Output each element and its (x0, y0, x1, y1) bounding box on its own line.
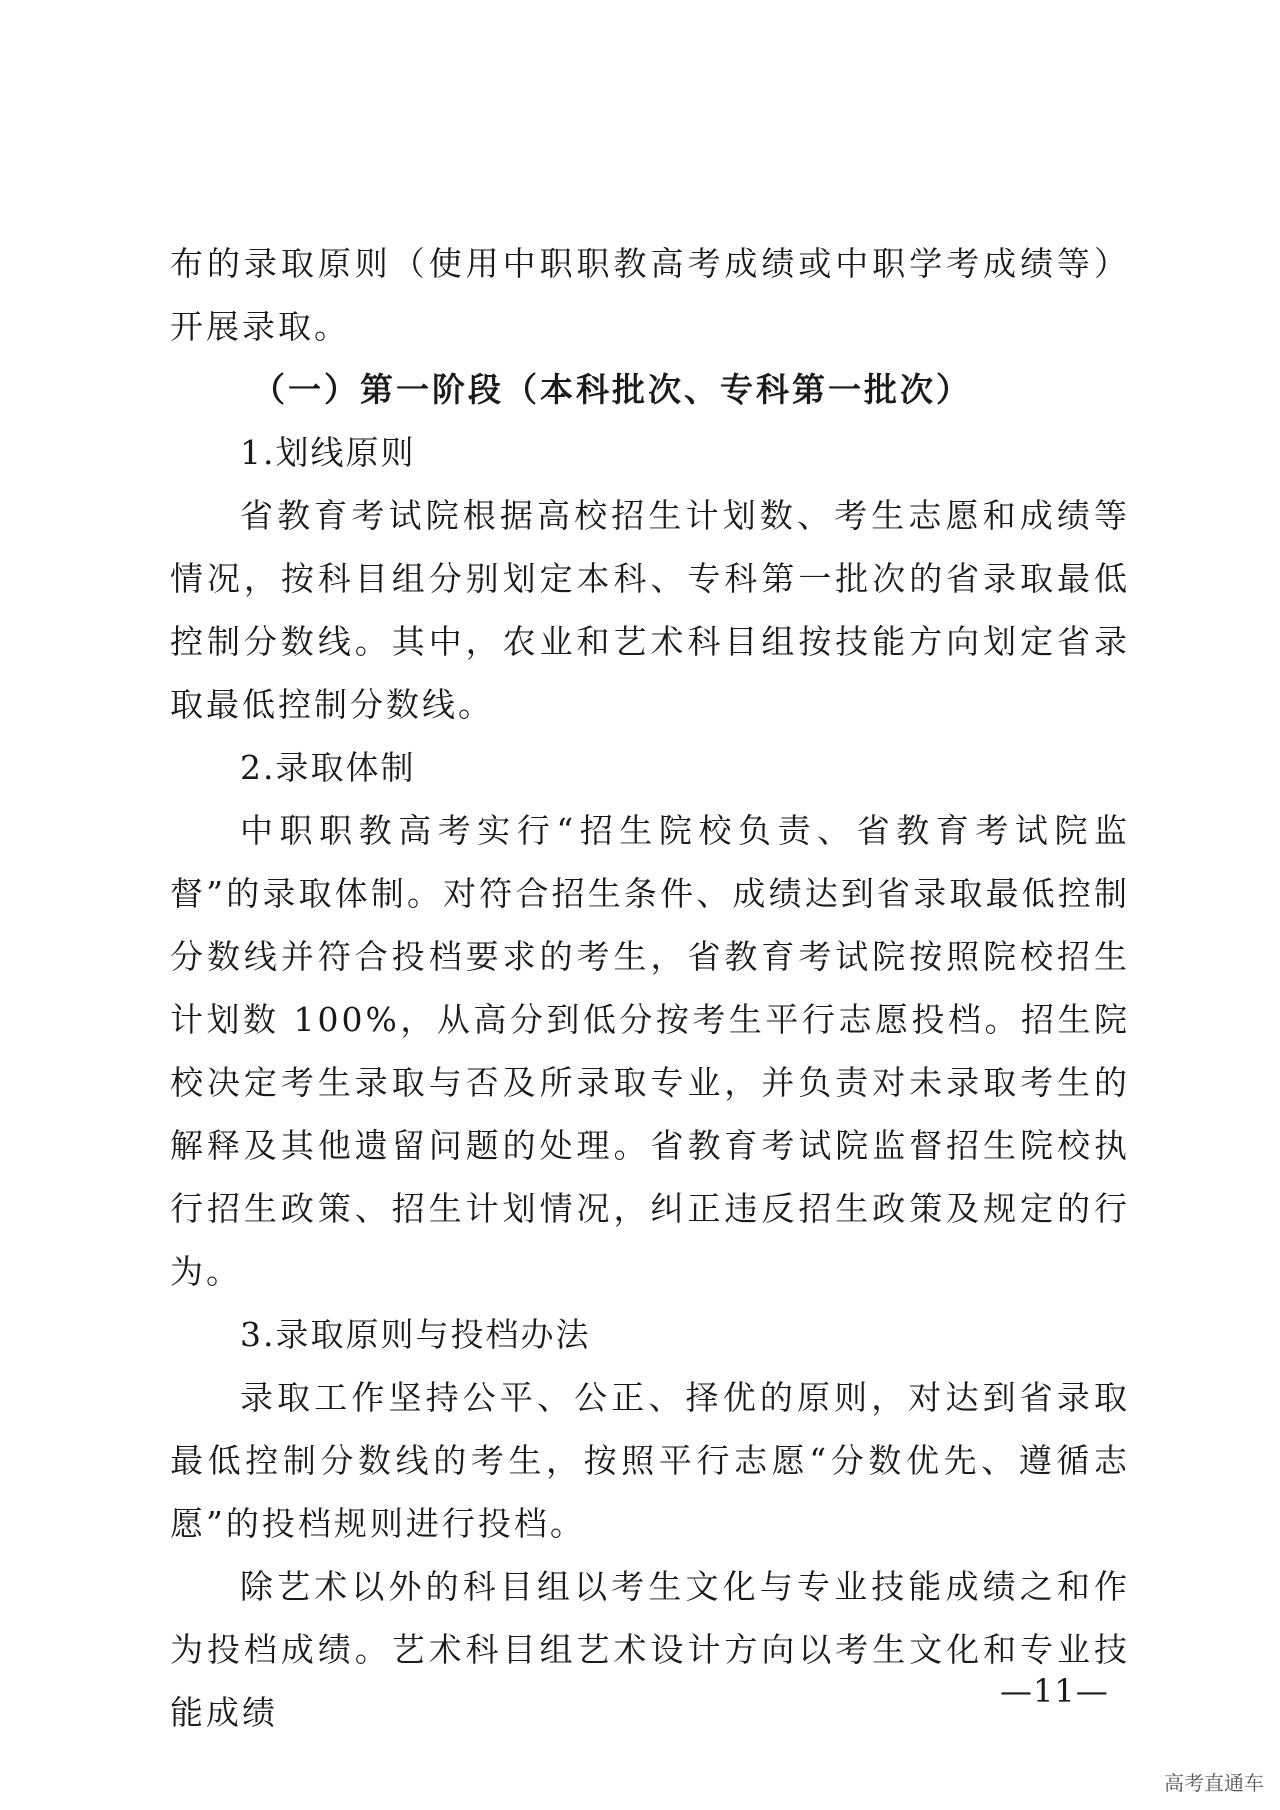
page-number: —11— (1000, 1672, 1109, 1710)
paragraph-admission-principle: 录取工作坚持公平、公正、择优的原则，对达到省录取最低控制分数线的考生，按照平行志愿“分数优先、遵循志愿”的投档规则进行投档。 (170, 1378, 1130, 1543)
subheading-2: 2.录取体制 (240, 748, 416, 787)
paragraph-score-calculation: 除艺术以外的科目组以考生文化与专业技能成绩之和作为投档成绩。艺术科目组艺术设计方向以考生文化和专业技能成绩 (170, 1567, 1130, 1732)
paragraph-continuation: 布的录取原则（使用中职职教高考成绩或中职学考成绩等）开展录取。 (170, 244, 1130, 346)
section-heading: （一）第一阶段（本科批次、专科第一批次） (252, 370, 972, 409)
watermark: 高考直通车 (1164, 1771, 1264, 1795)
paragraph-line-principle: 省教育考试院根据高校招生计划数、考生志愿和成绩等情况，按科目组分别划定本科、专科第一批次的省录取最低控制分数线。其中，农业和艺术科目组按技能方向划定省录取最低控制分数线。 (170, 496, 1130, 724)
body-text (170, 232, 1130, 1744)
subheading-1: 1.划线原则 (240, 433, 416, 472)
paragraph-admission-system: 中职职教高考实行“招生院校负责、省教育考试院监督”的录取体制。对符合招生条件、成绩达到省录取最低控制分数线并符合投档要求的考生，省教育考试院按照院校招生计划数 100%，从高分到低分按考生平行志愿投档。招生院校决定考生录取与否及所录取专业，并负责对未录取考生的解释及其他遗留问题的处理。省教育考试院监督招生院校执行招生政策、招生计划情况，纠正违反招生政策及规定的行为。 (170, 811, 1130, 1291)
subheading-3: 3.录取原则与投档办法 (240, 1315, 591, 1354)
